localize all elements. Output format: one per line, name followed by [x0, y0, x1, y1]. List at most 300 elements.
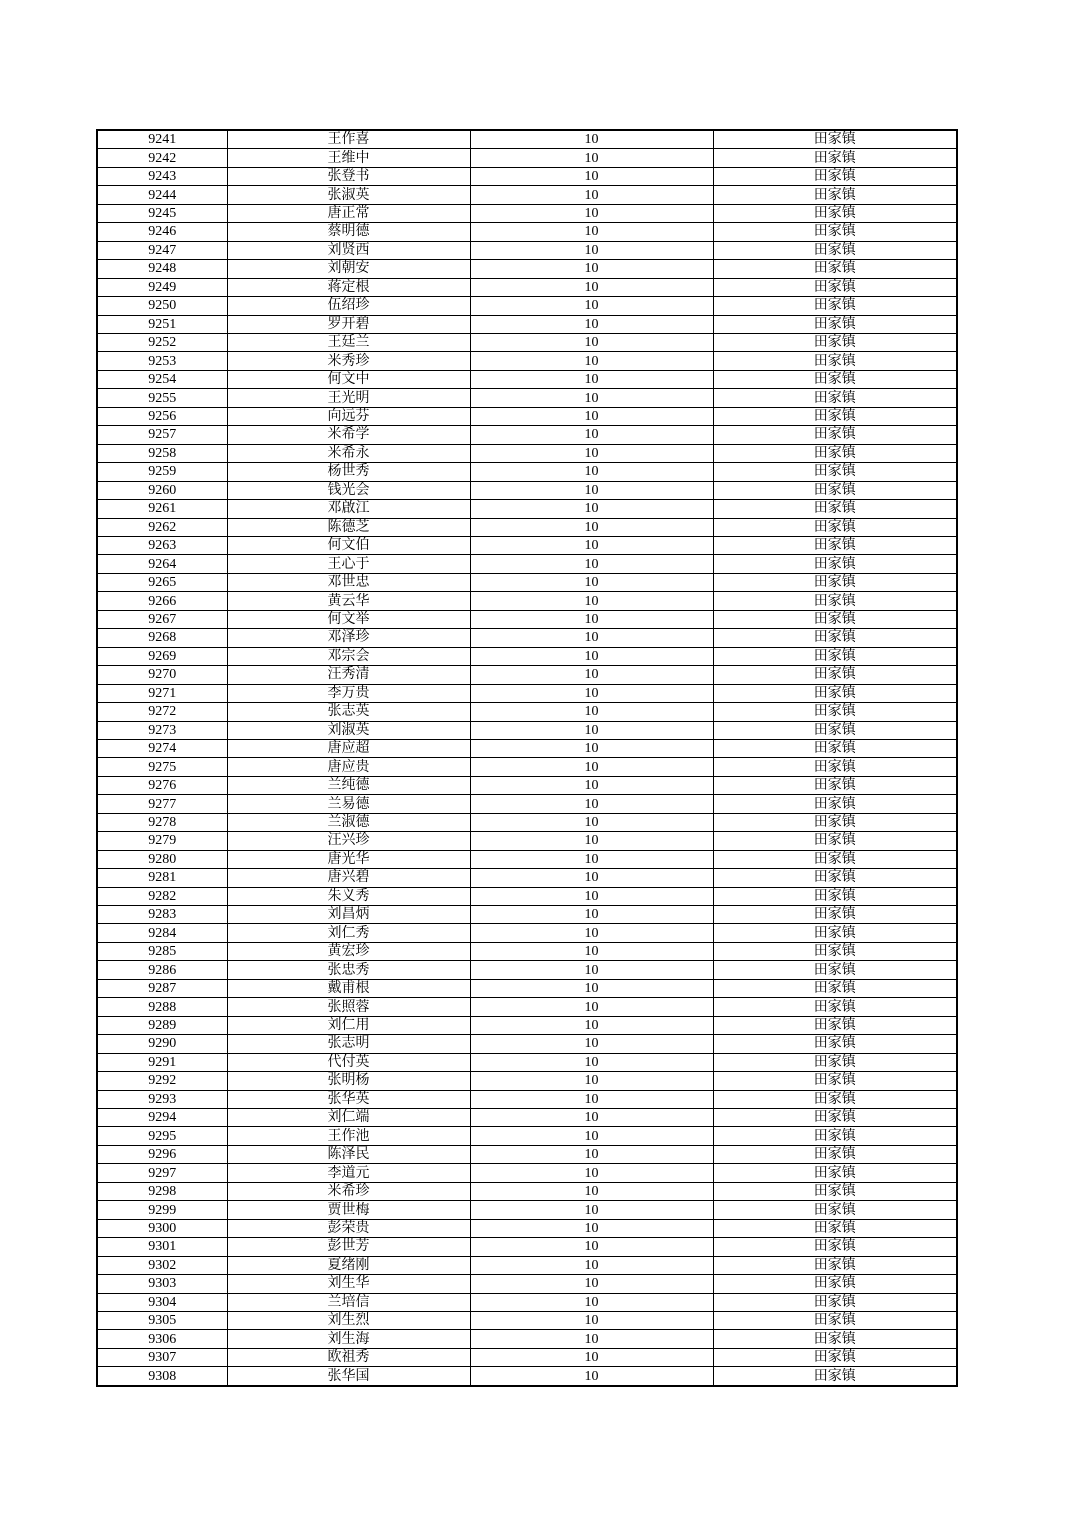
amount-cell: 10: [470, 370, 713, 388]
table-row: [97, 1053, 957, 1071]
row-number-cell: 9255: [97, 389, 227, 407]
table-row: [97, 573, 957, 591]
name-cell: 刘贤西: [227, 241, 470, 259]
name-cell: 兰淑德: [227, 813, 470, 831]
row-number-cell: 9270: [97, 666, 227, 684]
amount-cell: 10: [470, 832, 713, 850]
table-row: [97, 463, 957, 481]
town-cell: 田家镇: [713, 703, 957, 721]
table-row: [97, 260, 957, 278]
table-row: [97, 1348, 957, 1366]
table-row: [97, 850, 957, 868]
amount-cell: 10: [470, 278, 713, 296]
row-number-cell: 9247: [97, 241, 227, 259]
town-cell: 田家镇: [713, 167, 957, 185]
table-row: [97, 352, 957, 370]
amount-cell: 10: [470, 555, 713, 573]
table-row: [97, 1201, 957, 1219]
row-number-cell: 9258: [97, 444, 227, 462]
row-number-cell: 9280: [97, 850, 227, 868]
name-cell: 刘仁秀: [227, 924, 470, 942]
table-row: [97, 149, 957, 167]
row-number-cell: 9288: [97, 998, 227, 1016]
table-row: [97, 481, 957, 499]
town-cell: 田家镇: [713, 1109, 957, 1127]
row-number-cell: 9264: [97, 555, 227, 573]
name-cell: 代付英: [227, 1053, 470, 1071]
row-number-cell: 9245: [97, 204, 227, 222]
row-number-cell: 9308: [97, 1367, 227, 1386]
table-row: [97, 592, 957, 610]
amount-cell: 10: [470, 1090, 713, 1108]
table-row: [97, 1256, 957, 1274]
amount-cell: 10: [470, 979, 713, 997]
row-number-cell: 9275: [97, 758, 227, 776]
table-row: [97, 924, 957, 942]
table-row: [97, 1219, 957, 1237]
name-cell: 王廷兰: [227, 333, 470, 351]
row-number-cell: 9283: [97, 906, 227, 924]
name-cell: 米希珍: [227, 1182, 470, 1200]
name-cell: 李万贵: [227, 684, 470, 702]
row-number-cell: 9269: [97, 647, 227, 665]
town-cell: 田家镇: [713, 647, 957, 665]
table-row: [97, 739, 957, 757]
town-cell: 田家镇: [713, 813, 957, 831]
row-number-cell: 9281: [97, 869, 227, 887]
table-row: [97, 167, 957, 185]
name-cell: 汪秀清: [227, 666, 470, 684]
name-cell: 陈泽民: [227, 1145, 470, 1163]
town-cell: 田家镇: [713, 739, 957, 757]
town-cell: 田家镇: [713, 536, 957, 554]
row-number-cell: 9259: [97, 463, 227, 481]
table-row: [97, 426, 957, 444]
amount-cell: 10: [470, 998, 713, 1016]
table-row: [97, 1275, 957, 1293]
name-cell: 邓泽珍: [227, 629, 470, 647]
town-cell: 田家镇: [713, 1312, 957, 1330]
row-number-cell: 9246: [97, 223, 227, 241]
town-cell: 田家镇: [713, 463, 957, 481]
town-cell: 田家镇: [713, 149, 957, 167]
table-row: [97, 1072, 957, 1090]
amount-cell: 10: [470, 592, 713, 610]
name-cell: 张志英: [227, 703, 470, 721]
name-cell: 蒋定根: [227, 278, 470, 296]
amount-cell: 10: [470, 1127, 713, 1145]
row-number-cell: 9254: [97, 370, 227, 388]
row-number-cell: 9252: [97, 333, 227, 351]
name-cell: 唐应贵: [227, 758, 470, 776]
amount-cell: 10: [470, 149, 713, 167]
amount-cell: 10: [470, 1238, 713, 1256]
name-cell: 张淑英: [227, 186, 470, 204]
name-cell: 刘生华: [227, 1275, 470, 1293]
town-cell: 田家镇: [713, 1127, 957, 1145]
name-cell: 唐兴碧: [227, 869, 470, 887]
name-cell: 戴甫根: [227, 979, 470, 997]
table-row: [97, 1182, 957, 1200]
name-cell: 朱义秀: [227, 887, 470, 905]
table-row: [97, 647, 957, 665]
town-cell: 田家镇: [713, 666, 957, 684]
row-number-cell: 9285: [97, 942, 227, 960]
name-cell: 刘仁用: [227, 1016, 470, 1034]
amount-cell: 10: [470, 1293, 713, 1311]
name-cell: 王作池: [227, 1127, 470, 1145]
name-cell: 彭荣贵: [227, 1219, 470, 1237]
table-row: [97, 389, 957, 407]
table-row: [97, 869, 957, 887]
name-cell: 何文中: [227, 370, 470, 388]
table-row: [97, 979, 957, 997]
amount-cell: 10: [470, 481, 713, 499]
amount-cell: 10: [470, 518, 713, 536]
row-number-cell: 9296: [97, 1145, 227, 1163]
town-cell: 田家镇: [713, 260, 957, 278]
row-number-cell: 9250: [97, 297, 227, 315]
name-cell: 王心于: [227, 555, 470, 573]
amount-cell: 10: [470, 629, 713, 647]
town-cell: 田家镇: [713, 887, 957, 905]
amount-cell: 10: [470, 223, 713, 241]
town-cell: 田家镇: [713, 1053, 957, 1071]
town-cell: 田家镇: [713, 1072, 957, 1090]
name-cell: 黄云华: [227, 592, 470, 610]
name-cell: 汪兴珍: [227, 832, 470, 850]
row-number-cell: 9278: [97, 813, 227, 831]
row-number-cell: 9260: [97, 481, 227, 499]
name-cell: 米希学: [227, 426, 470, 444]
table-row: [97, 684, 957, 702]
amount-cell: 10: [470, 500, 713, 518]
row-number-cell: 9289: [97, 1016, 227, 1034]
row-number-cell: 9266: [97, 592, 227, 610]
row-number-cell: 9261: [97, 500, 227, 518]
table-row: [97, 1090, 957, 1108]
row-number-cell: 9263: [97, 536, 227, 554]
town-cell: 田家镇: [713, 721, 957, 739]
town-cell: 田家镇: [713, 832, 957, 850]
town-cell: 田家镇: [713, 370, 957, 388]
table-row: [97, 1312, 957, 1330]
name-cell: 王维中: [227, 149, 470, 167]
table-row: [97, 1145, 957, 1163]
row-number-cell: 9242: [97, 149, 227, 167]
name-cell: 刘生烈: [227, 1312, 470, 1330]
table-row: [97, 1127, 957, 1145]
amount-cell: 10: [470, 297, 713, 315]
name-cell: 伍绍珍: [227, 297, 470, 315]
amount-cell: 10: [470, 739, 713, 757]
town-cell: 田家镇: [713, 1348, 957, 1366]
table-row: [97, 130, 957, 149]
amount-cell: 10: [470, 961, 713, 979]
document-page: [96, 129, 956, 1387]
town-cell: 田家镇: [713, 241, 957, 259]
table-row: [97, 629, 957, 647]
amount-cell: 10: [470, 426, 713, 444]
table-body: [97, 130, 957, 1386]
amount-cell: 10: [470, 352, 713, 370]
amount-cell: 10: [470, 1330, 713, 1348]
town-cell: 田家镇: [713, 1256, 957, 1274]
town-cell: 田家镇: [713, 684, 957, 702]
name-cell: 蔡明德: [227, 223, 470, 241]
town-cell: 田家镇: [713, 407, 957, 425]
town-cell: 田家镇: [713, 1219, 957, 1237]
table-row: [97, 666, 957, 684]
amount-cell: 10: [470, 573, 713, 591]
amount-cell: 10: [470, 703, 713, 721]
row-number-cell: 9251: [97, 315, 227, 333]
amount-cell: 10: [470, 610, 713, 628]
amount-cell: 10: [470, 1348, 713, 1366]
amount-cell: 10: [470, 1256, 713, 1274]
row-number-cell: 9302: [97, 1256, 227, 1274]
row-number-cell: 9299: [97, 1201, 227, 1219]
row-number-cell: 9306: [97, 1330, 227, 1348]
town-cell: 田家镇: [713, 1035, 957, 1053]
name-cell: 兰纯德: [227, 776, 470, 794]
name-cell: 王作喜: [227, 130, 470, 149]
name-cell: 张照蓉: [227, 998, 470, 1016]
town-cell: 田家镇: [713, 1275, 957, 1293]
table-row: [97, 1367, 957, 1386]
amount-cell: 10: [470, 315, 713, 333]
row-number-cell: 9265: [97, 573, 227, 591]
row-number-cell: 9241: [97, 130, 227, 149]
table-row: [97, 1330, 957, 1348]
town-cell: 田家镇: [713, 1238, 957, 1256]
town-cell: 田家镇: [713, 352, 957, 370]
amount-cell: 10: [470, 1072, 713, 1090]
town-cell: 田家镇: [713, 1330, 957, 1348]
name-cell: 刘朝安: [227, 260, 470, 278]
row-number-cell: 9297: [97, 1164, 227, 1182]
table-row: [97, 1016, 957, 1034]
town-cell: 田家镇: [713, 555, 957, 573]
row-number-cell: 9249: [97, 278, 227, 296]
name-cell: 米秀珍: [227, 352, 470, 370]
row-number-cell: 9271: [97, 684, 227, 702]
table-row: [97, 832, 957, 850]
table-row: [97, 813, 957, 831]
amount-cell: 10: [470, 1053, 713, 1071]
table-row: [97, 998, 957, 1016]
town-cell: 田家镇: [713, 481, 957, 499]
table-row: [97, 1164, 957, 1182]
table-row: [97, 407, 957, 425]
row-number-cell: 9300: [97, 1219, 227, 1237]
name-cell: 刘生海: [227, 1330, 470, 1348]
town-cell: 田家镇: [713, 278, 957, 296]
table-row: [97, 961, 957, 979]
name-cell: 唐正常: [227, 204, 470, 222]
table-row: [97, 241, 957, 259]
amount-cell: 10: [470, 536, 713, 554]
name-cell: 钱光会: [227, 481, 470, 499]
town-cell: 田家镇: [713, 389, 957, 407]
table-row: [97, 223, 957, 241]
row-number-cell: 9284: [97, 924, 227, 942]
amount-cell: 10: [470, 407, 713, 425]
town-cell: 田家镇: [713, 444, 957, 462]
amount-cell: 10: [470, 130, 713, 149]
table-row: [97, 721, 957, 739]
row-number-cell: 9307: [97, 1348, 227, 1366]
table-row: [97, 204, 957, 222]
amount-cell: 10: [470, 647, 713, 665]
amount-cell: 10: [470, 167, 713, 185]
name-cell: 唐光华: [227, 850, 470, 868]
town-cell: 田家镇: [713, 629, 957, 647]
row-number-cell: 9298: [97, 1182, 227, 1200]
name-cell: 张明杨: [227, 1072, 470, 1090]
name-cell: 兰培信: [227, 1293, 470, 1311]
town-cell: 田家镇: [713, 186, 957, 204]
town-cell: 田家镇: [713, 426, 957, 444]
town-cell: 田家镇: [713, 610, 957, 628]
row-number-cell: 9279: [97, 832, 227, 850]
table-row: [97, 315, 957, 333]
name-cell: 张华英: [227, 1090, 470, 1108]
row-number-cell: 9272: [97, 703, 227, 721]
name-cell: 张华国: [227, 1367, 470, 1386]
table-row: [97, 776, 957, 794]
town-cell: 田家镇: [713, 758, 957, 776]
table-row: [97, 333, 957, 351]
row-number-cell: 9291: [97, 1053, 227, 1071]
town-cell: 田家镇: [713, 1145, 957, 1163]
town-cell: 田家镇: [713, 204, 957, 222]
amount-cell: 10: [470, 666, 713, 684]
name-cell: 张忠秀: [227, 961, 470, 979]
row-number-cell: 9277: [97, 795, 227, 813]
town-cell: 田家镇: [713, 1182, 957, 1200]
amount-cell: 10: [470, 684, 713, 702]
amount-cell: 10: [470, 1201, 713, 1219]
name-cell: 贾世梅: [227, 1201, 470, 1219]
row-number-cell: 9276: [97, 776, 227, 794]
row-number-cell: 9253: [97, 352, 227, 370]
table-row: [97, 942, 957, 960]
amount-cell: 10: [470, 869, 713, 887]
amount-cell: 10: [470, 241, 713, 259]
row-number-cell: 9294: [97, 1109, 227, 1127]
name-cell: 邓宗会: [227, 647, 470, 665]
amount-cell: 10: [470, 260, 713, 278]
amount-cell: 10: [470, 1035, 713, 1053]
town-cell: 田家镇: [713, 130, 957, 149]
amount-cell: 10: [470, 942, 713, 960]
table-row: [97, 500, 957, 518]
town-cell: 田家镇: [713, 1201, 957, 1219]
table-row: [97, 278, 957, 296]
table-row: [97, 906, 957, 924]
row-number-cell: 9257: [97, 426, 227, 444]
name-cell: 张登书: [227, 167, 470, 185]
name-cell: 刘昌炳: [227, 906, 470, 924]
name-cell: 杨世秀: [227, 463, 470, 481]
row-number-cell: 9282: [97, 887, 227, 905]
town-cell: 田家镇: [713, 1090, 957, 1108]
table-row: [97, 1035, 957, 1053]
name-cell: 何文举: [227, 610, 470, 628]
amount-cell: 10: [470, 1109, 713, 1127]
town-cell: 田家镇: [713, 592, 957, 610]
table-row: [97, 758, 957, 776]
row-number-cell: 9268: [97, 629, 227, 647]
town-cell: 田家镇: [713, 1016, 957, 1034]
town-cell: 田家镇: [713, 906, 957, 924]
amount-cell: 10: [470, 444, 713, 462]
table-row: [97, 518, 957, 536]
table-row: [97, 555, 957, 573]
town-cell: 田家镇: [713, 333, 957, 351]
table-row: [97, 297, 957, 315]
name-cell: 何文伯: [227, 536, 470, 554]
row-number-cell: 9244: [97, 186, 227, 204]
town-cell: 田家镇: [713, 1164, 957, 1182]
amount-cell: 10: [470, 776, 713, 794]
row-number-cell: 9295: [97, 1127, 227, 1145]
town-cell: 田家镇: [713, 850, 957, 868]
amount-cell: 10: [470, 887, 713, 905]
table-row: [97, 370, 957, 388]
table-row: [97, 444, 957, 462]
name-cell: 张志明: [227, 1035, 470, 1053]
table-row: [97, 795, 957, 813]
town-cell: 田家镇: [713, 961, 957, 979]
town-cell: 田家镇: [713, 942, 957, 960]
amount-cell: 10: [470, 813, 713, 831]
table-row: [97, 186, 957, 204]
row-number-cell: 9262: [97, 518, 227, 536]
town-cell: 田家镇: [713, 869, 957, 887]
amount-cell: 10: [470, 1275, 713, 1293]
row-number-cell: 9274: [97, 739, 227, 757]
town-cell: 田家镇: [713, 1293, 957, 1311]
name-cell: 邓世忠: [227, 573, 470, 591]
name-cell: 刘淑英: [227, 721, 470, 739]
table-row: [97, 703, 957, 721]
amount-cell: 10: [470, 333, 713, 351]
amount-cell: 10: [470, 721, 713, 739]
table-row: [97, 1238, 957, 1256]
record-table: [96, 129, 958, 1387]
row-number-cell: 9243: [97, 167, 227, 185]
row-number-cell: 9273: [97, 721, 227, 739]
name-cell: 王光明: [227, 389, 470, 407]
row-number-cell: 9290: [97, 1035, 227, 1053]
town-cell: 田家镇: [713, 795, 957, 813]
row-number-cell: 9293: [97, 1090, 227, 1108]
amount-cell: 10: [470, 1164, 713, 1182]
amount-cell: 10: [470, 463, 713, 481]
name-cell: 米希永: [227, 444, 470, 462]
name-cell: 李道元: [227, 1164, 470, 1182]
row-number-cell: 9303: [97, 1275, 227, 1293]
amount-cell: 10: [470, 758, 713, 776]
amount-cell: 10: [470, 795, 713, 813]
town-cell: 田家镇: [713, 1367, 957, 1386]
amount-cell: 10: [470, 1219, 713, 1237]
name-cell: 欧祖秀: [227, 1348, 470, 1366]
table-row: [97, 1293, 957, 1311]
amount-cell: 10: [470, 1016, 713, 1034]
